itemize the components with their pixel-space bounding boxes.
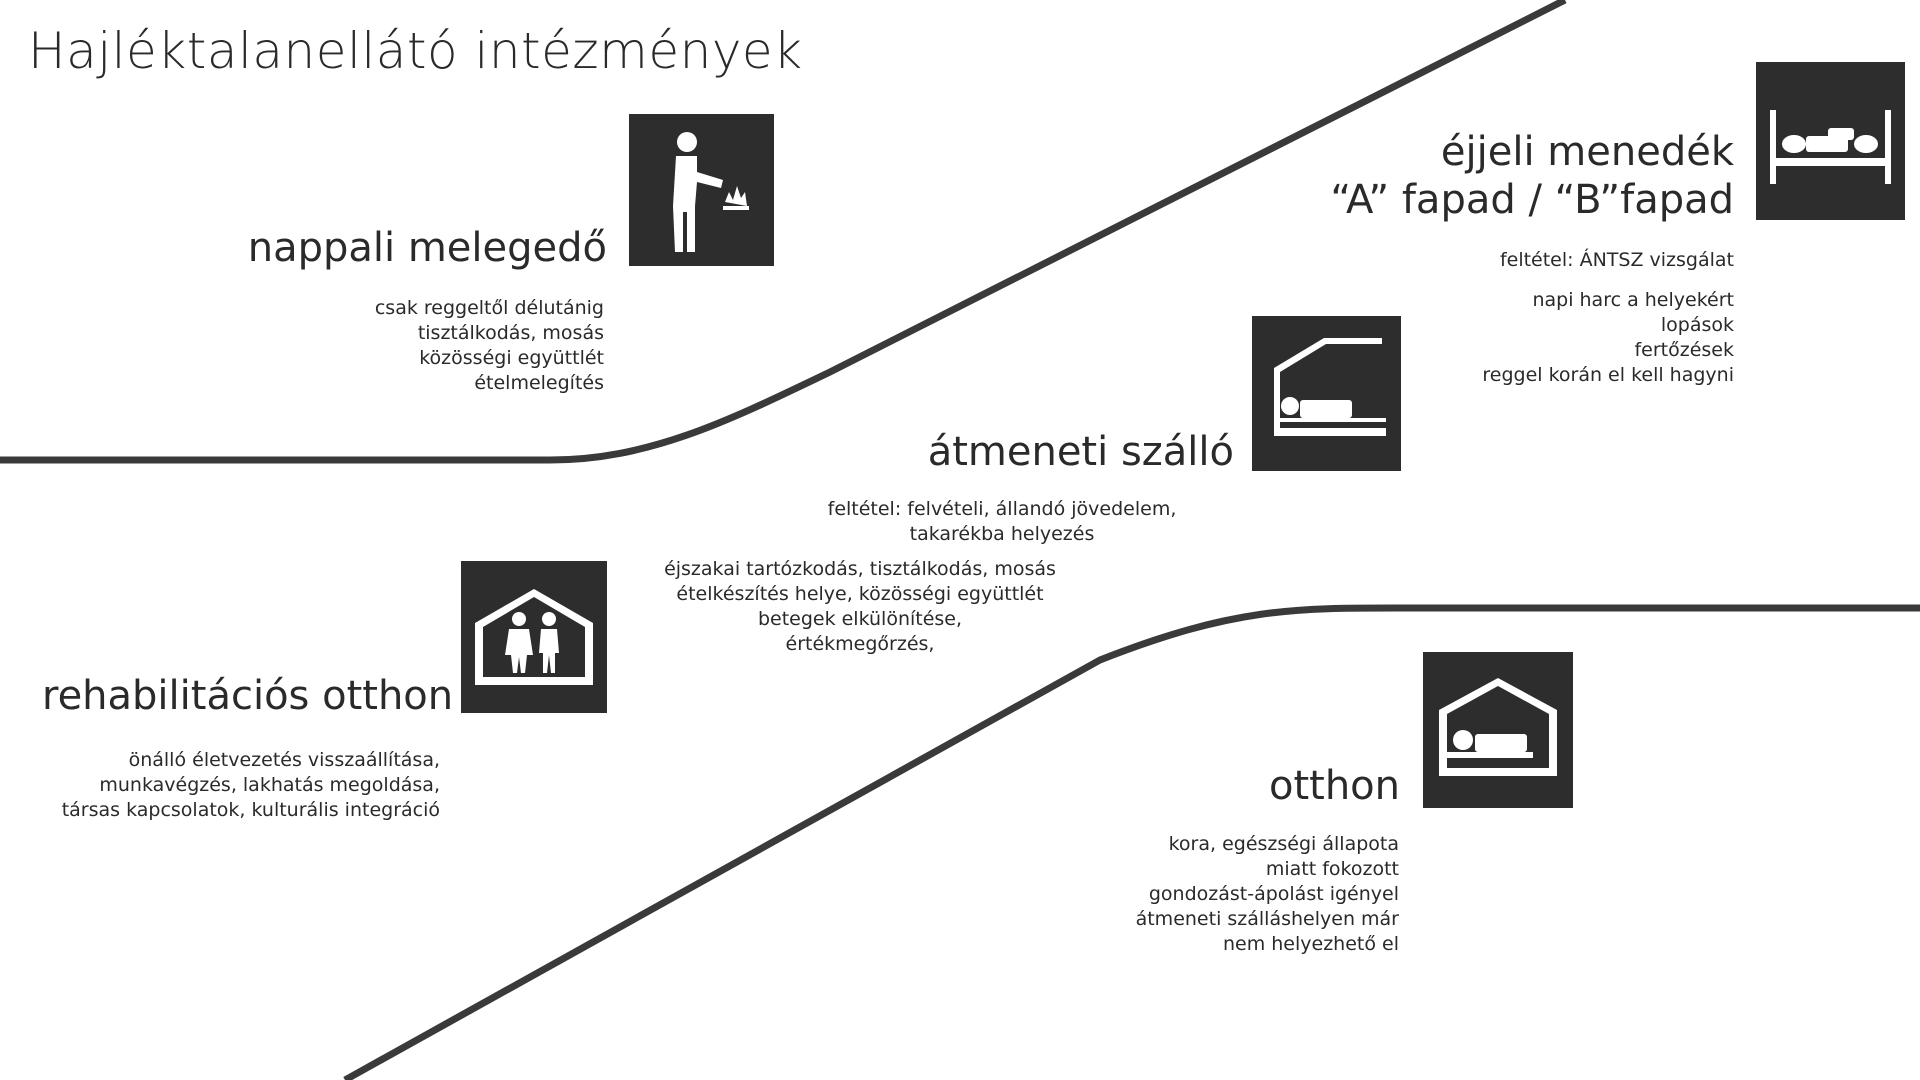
ejjeli-heading <box>1330 128 1734 224</box>
detail-line: nem helyezhető el <box>1222 933 1399 955</box>
page-title: Hajléktalanellátó intézmények <box>28 22 803 80</box>
otthon-heading: otthon <box>1268 763 1400 809</box>
ejjeli-condition: feltétel: ÁNTSZ vizsgálat <box>1499 249 1734 271</box>
detail-line: ételmelegítés <box>474 372 604 394</box>
detail-line: társas kapcsolatok, kulturális integráció <box>61 799 440 821</box>
ejjeli-heading-line1: éjjeli menedék <box>1440 129 1734 175</box>
rehab-heading: rehabilitációs otthon <box>42 673 454 719</box>
person-warming-hands-icon <box>629 114 774 266</box>
nappali-details <box>375 296 604 396</box>
atmeneti-details <box>650 557 1070 657</box>
detail-line: értékmegőrzés, <box>785 633 935 655</box>
house-couple-icon <box>461 561 607 713</box>
condition-line: takarékba helyezés <box>909 523 1095 545</box>
atmeneti-condition <box>812 497 1192 547</box>
otthon-details <box>1136 832 1399 957</box>
detail-line: betegek elkülönítése, <box>757 608 963 630</box>
detail-line: átmeneti szálláshelyen már <box>1135 908 1399 930</box>
detail-line: fertőzések <box>1634 339 1734 361</box>
house-sleeping-person-icon <box>1423 652 1573 808</box>
detail-line: lopások <box>1660 314 1734 336</box>
rehab-details <box>62 748 440 823</box>
detail-line: közösségi együttlét <box>419 347 604 369</box>
detail-line: munkavégzés, lakhatás megoldása, <box>99 774 440 796</box>
detail-line: csak reggeltől délutánig <box>374 297 604 319</box>
detail-line: tisztálkodás, mosás <box>417 322 604 344</box>
detail-line: miatt fokozott <box>1265 858 1399 880</box>
detail-line: reggel korán el kell hagyni <box>1482 364 1734 386</box>
detail-line: ételkészítés helye, közösségi együttlét <box>676 583 1044 605</box>
atmeneti-heading: átmeneti szálló <box>927 429 1234 475</box>
detail-line: kora, egészségi állapota <box>1168 833 1399 855</box>
condition-line: feltétel: felvételi, állandó jövedelem, <box>827 498 1177 520</box>
bed-with-sleepers-icon <box>1756 62 1905 220</box>
ejjeli-details <box>1482 288 1734 388</box>
nappali-heading: nappali melegedő <box>247 225 607 271</box>
detail-line: önálló életvezetés visszaállítása, <box>128 749 440 771</box>
shelter-sleeping-person-icon <box>1252 316 1401 471</box>
detail-line: napi harc a helyekért <box>1532 289 1734 311</box>
detail-line: gondozást-ápolást igényel <box>1148 883 1399 905</box>
detail-line: éjszakai tartózkodás, tisztálkodás, mosás <box>664 558 1056 580</box>
ejjeli-heading-line2: “A” fapad / “B”fapad <box>1330 177 1734 223</box>
